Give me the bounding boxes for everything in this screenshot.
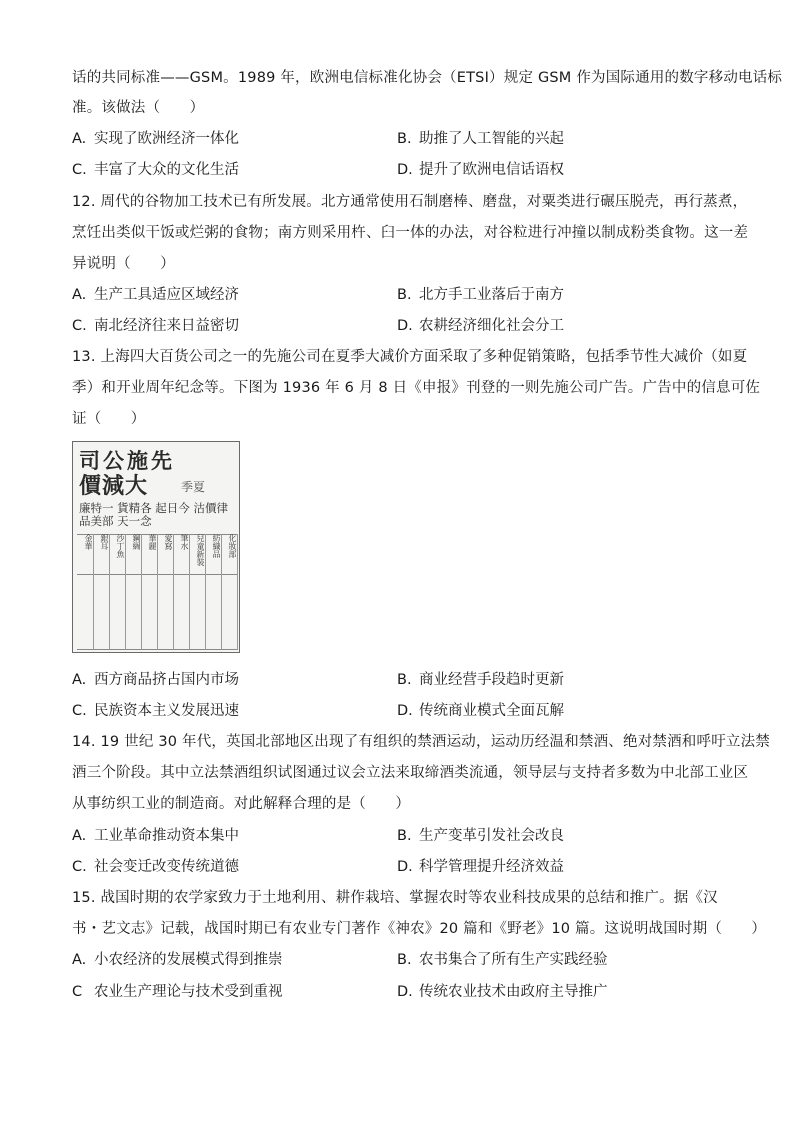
newspaper-advertisement-image xyxy=(72,441,240,653)
ad-column: 筆水 xyxy=(173,534,190,650)
ad-headline: 司公施先 xyxy=(79,448,175,473)
q12-stem-line3: 异说明（ ） xyxy=(72,256,175,272)
q13-option-b[interactable]: B. 商业经营手段趋时更新 xyxy=(397,672,564,688)
ad-column: 紡織品 xyxy=(205,534,222,650)
q14-option-a[interactable]: A. 工业革命推动资本集中 xyxy=(72,828,239,844)
q11-option-a[interactable]: A. 实现了欧洲经济一体化 xyxy=(72,131,239,147)
q13-stem-line2: 季）和开业周年纪念等。下图为 1936 年 6 月 8 日《申报》刊登的一则先施公司广告。广告中的信息可佐 xyxy=(72,380,761,396)
q15-option-b[interactable]: B. 农书集合了所有生产实践经验 xyxy=(397,952,608,968)
q15-option-d[interactable]: D. 传统农业技术由政府主导推广 xyxy=(397,984,608,1000)
q15-stem-line1: 15. 战国时期的农学家致力于土地利用、耕作栽培、掌握农时等农业科技成果的总结和推广。据《汉 xyxy=(72,890,718,906)
q15-option-c[interactable]: C 农业生产理论与技术受到重视 xyxy=(72,984,283,1000)
q12-stem-line2: 烹饪出类似干饭或烂粥的食物；南方则采用杵、臼一体的办法，对谷粒进行冲撞以制成粉类食物。这一差 xyxy=(72,225,749,241)
q15-option-a[interactable]: A. 小农经济的发展模式得到推崇 xyxy=(72,952,283,968)
q14-option-b[interactable]: B. 生产变革引发社会改良 xyxy=(397,828,564,844)
ad-column: 化妝部 xyxy=(221,534,238,650)
q13-option-d[interactable]: D. 传统商业模式全面瓦解 xyxy=(397,703,564,719)
q11-option-b[interactable]: B. 助推了人工智能的兴起 xyxy=(397,131,564,147)
q12-option-b[interactable]: B. 北方手工业落后于南方 xyxy=(397,287,564,303)
q11-stem-line2: 准。该做法（ ） xyxy=(72,100,205,116)
ad-subheadline: 廉特一 貨精各 起日今 沽價律 品美部 天一念 xyxy=(79,501,228,528)
q14-stem-line3: 从事纺织工业的制造商。对此解释合理的是（ ） xyxy=(72,796,411,812)
ad-season-label: 季夏 xyxy=(181,480,206,494)
ad-column: 銀耳 xyxy=(93,534,110,650)
ad-column: 兒童新裝 xyxy=(189,534,206,650)
ad-column: 華麗 xyxy=(141,534,158,650)
q11-option-c[interactable]: C. 丰富了大众的文化生活 xyxy=(72,162,239,178)
q12-option-a[interactable]: A. 生产工具适应区域经济 xyxy=(72,287,239,303)
q12-stem-line1: 12. 周代的谷物加工技术已有所发展。北方通常使用石制磨棒、磨盘，对粟类进行碾压脱壳，再行蒸煮， xyxy=(72,194,748,210)
q14-stem-line2: 酒三个阶段。其中立法禁酒组织试图通过议会立法来取缔酒类流通，领导层与支持者多数为中北部工业区 xyxy=(72,765,749,781)
q13-stem-line1: 13. 上海四大百货公司之一的先施公司在夏季大减价方面采取了多种促销策略，包括季节性大减价（如夏 xyxy=(72,349,748,365)
ad-column: 愛寫 xyxy=(157,534,174,650)
q11-option-d[interactable]: D. 提升了欧洲电信话语权 xyxy=(397,162,564,178)
ad-column: 沙丁魚 xyxy=(109,534,126,650)
q12-option-d[interactable]: D. 农耕经济细化社会分工 xyxy=(397,318,564,334)
ad-product-grid xyxy=(77,534,237,650)
q14-stem-line1: 14. 19 世纪 30 年代，英国北部地区出现了有组织的禁酒运动，运动历经温和禁酒、绝对禁酒和呼吁立法禁 xyxy=(72,734,770,750)
q12-option-c[interactable]: C. 南北经济往来日益密切 xyxy=(72,318,239,334)
q15-stem-line2: 书・艺文志》记载，战国时期已有农业专门著作《神农》20 篇和《野老》10 篇。这说明战国时期（ ） xyxy=(72,921,767,937)
q13-option-a[interactable]: A. 西方商品挤占国内市场 xyxy=(72,672,239,688)
q14-option-c[interactable]: C. 社会变迁改变传统道德 xyxy=(72,859,239,875)
q14-option-d[interactable]: D. 科学管理提升经济效益 xyxy=(397,859,564,875)
q13-option-c[interactable]: C. 民族资本主义发展迅速 xyxy=(72,703,239,719)
ad-column: 金華 xyxy=(77,534,94,650)
q11-stem-line1: 话的共同标准——GSM。1989 年，欧洲电信标准化协会（ETSI）规定 GSM 作为国际通用的数字移动电话标 xyxy=(72,70,783,86)
q13-stem-line3: 证（ ） xyxy=(72,411,146,427)
ad-column: 鋼綢 xyxy=(125,534,142,650)
ad-big-sale-title: 價減大 xyxy=(79,473,149,499)
